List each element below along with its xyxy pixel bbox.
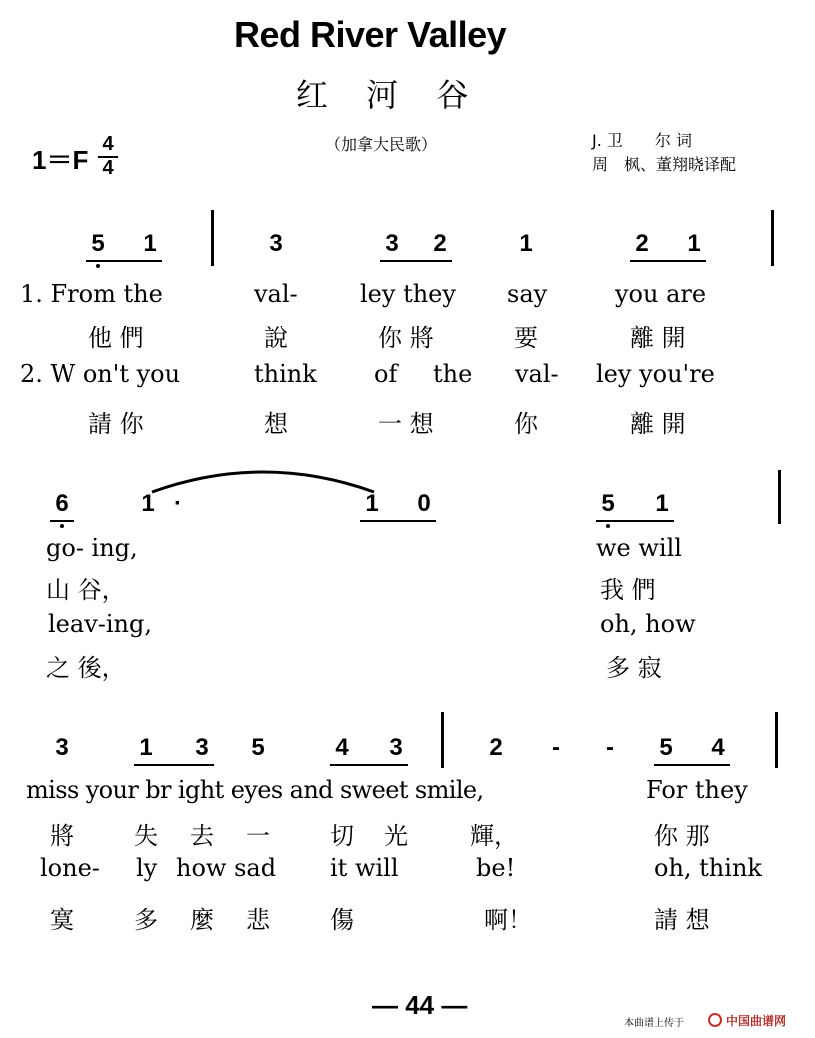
lyric-v2-cn: 請 想 [654, 906, 710, 934]
lyric-v2-en: ly [136, 854, 158, 882]
note: 5 [659, 734, 673, 761]
lyric-v2-cn: 之 後， [46, 654, 126, 682]
note: 2 [433, 230, 447, 257]
barline [775, 712, 778, 768]
lyric-v2-cn: 你 [514, 410, 538, 438]
barline [771, 210, 774, 266]
note: 1 [143, 230, 157, 257]
low-octave-dot [96, 264, 100, 268]
lyric-v1-en: go- ing, [46, 534, 138, 562]
translator-credit: 周 枫、董翔晓译配 [592, 155, 737, 174]
note: 5 [601, 490, 615, 517]
note: 3 [55, 734, 69, 761]
lyric-v2-en: think [254, 360, 317, 388]
time-signature-top: 4 [102, 133, 114, 155]
lyric-v2-cn: 一 想 [378, 410, 434, 438]
low-octave-dot [60, 524, 64, 528]
lyric-v1-cn: 他 們 [88, 324, 144, 352]
note: 5 [91, 230, 105, 257]
lyric-v1-cn: 輝， [470, 822, 518, 850]
lyric-v1-en: miss your br ight eyes and sweet smile, [26, 776, 484, 804]
lyric-v1-cn: 將 [50, 822, 74, 850]
lyric-v2-en: oh, think [654, 854, 762, 882]
note: 3 [195, 734, 209, 761]
note: 4 [335, 734, 349, 761]
lyric-v2-en: the [433, 360, 473, 388]
note: 3 [385, 230, 399, 257]
barline [211, 210, 214, 266]
lyric-v1-cn: 山 谷， [46, 576, 126, 604]
lyric-v1-en: we will [596, 534, 682, 562]
lyric-v1-cn: 離 開 [630, 324, 686, 352]
note: 4 [711, 734, 725, 761]
lyric-v2-en: ley you're [596, 360, 715, 388]
note: 1 [519, 230, 533, 257]
lyric-v2-en: how sad [176, 854, 277, 882]
lyric-v2-cn: 傷 [330, 906, 354, 934]
lyric-v2-cn: 離 開 [630, 410, 686, 438]
dash: - [606, 734, 614, 761]
lyric-v2-cn: 麼 [190, 906, 214, 934]
lyric-v2-en: lone- [40, 854, 100, 882]
lyric-v1-cn: 你 那 [654, 822, 710, 850]
lyric-v1-cn: 我 們 [600, 576, 656, 604]
lyric-v1-cn: 一 [246, 822, 270, 850]
time-signature-bottom: 4 [102, 157, 114, 179]
note: 2 [489, 734, 503, 761]
lyric-v1-cn: 去 [190, 822, 214, 850]
lyric-v1-en: you are [615, 280, 707, 308]
upload-credit: 本曲谱上传于 [624, 1018, 684, 1029]
note: 1 [365, 490, 379, 517]
low-octave-dot [606, 524, 610, 528]
lyric-v2-cn: 多 [134, 906, 158, 934]
note: 1 [687, 230, 701, 257]
beam-underline [134, 764, 214, 766]
lyric-v2-en: leav-ing, [48, 610, 152, 638]
barline [441, 712, 444, 768]
note: 1 [655, 490, 669, 517]
barline [778, 470, 781, 524]
augmentation-dot: · [174, 490, 182, 517]
site-logo-icon [708, 1013, 722, 1027]
note: 0 [417, 490, 431, 517]
lyric-v2-cn: 寞 [50, 906, 74, 934]
lyric-v2-en: oh, how [600, 610, 696, 638]
lyric-v2-cn: 多 寂 [606, 654, 662, 682]
lyric-v1-cn: 光 [384, 822, 408, 850]
beam-underline [596, 520, 674, 522]
site-brand: 中国曲谱网 [726, 1014, 787, 1028]
lyric-v2-en: it will [330, 854, 399, 882]
lyric-v1-cn: 切 [330, 822, 354, 850]
lyric-v1-cn: 要 [514, 324, 538, 352]
lyric-v1-en: ley they [360, 280, 456, 308]
key-signature: 1＝F [32, 145, 89, 175]
lyric-v2-en: 2. W on't you [20, 360, 181, 388]
lyric-v2-cn: 啊！ [484, 906, 532, 934]
song-origin: （加拿大民歌） [325, 135, 438, 154]
note: 1 [139, 734, 153, 761]
lyric-v2-cn: 想 [264, 410, 288, 438]
lyric-v1-cn: 你 將 [378, 324, 434, 352]
lyric-v2-en: val- [515, 360, 559, 388]
lyric-v2-en: of [374, 360, 398, 388]
lyric-v1-en: For they [646, 776, 748, 804]
note: 5 [251, 734, 265, 761]
dash: - [552, 734, 560, 761]
beam-underline [330, 764, 408, 766]
song-title: Red River Valley [234, 14, 507, 55]
beam-underline [654, 764, 730, 766]
song-subtitle: 红 河 谷 [296, 76, 483, 114]
lyric-v2-cn: 悲 [246, 906, 270, 934]
note: 2 [635, 230, 649, 257]
beam-underline [630, 260, 706, 262]
lyric-v1-cn: 說 [264, 324, 288, 352]
beam-underline [380, 260, 452, 262]
lyric-v2-cn: 請 你 [88, 410, 144, 438]
note: 3 [269, 230, 283, 257]
lyric-v1-en: say [507, 280, 548, 308]
note: 1 [141, 490, 155, 517]
lyric-v2-en: be! [476, 854, 516, 882]
lyric-v1-en: 1. From the [20, 280, 163, 308]
note: 6 [55, 490, 69, 517]
lyricist-credit: J. 卫 尔 词 [592, 131, 692, 150]
beam-underline [360, 520, 436, 522]
beam-underline [86, 260, 162, 262]
lyric-v1-en: val- [254, 280, 298, 308]
page-number: — 44 — [372, 990, 468, 1020]
beam-underline [50, 520, 74, 522]
lyric-v1-cn: 失 [134, 822, 158, 850]
note: 3 [389, 734, 403, 761]
